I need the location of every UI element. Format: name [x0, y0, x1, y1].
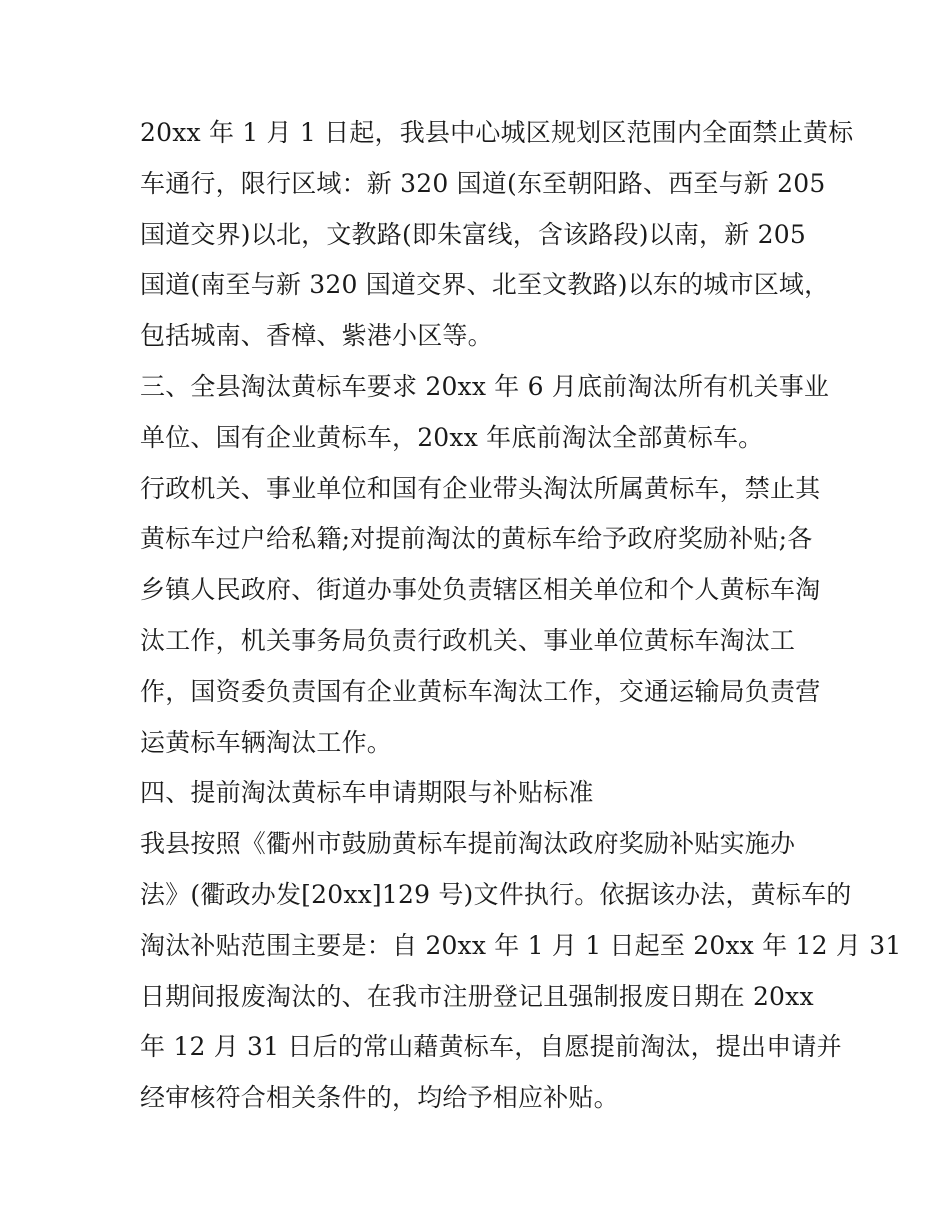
text-line: 日期间报废淘汰的、在我市注册登记且强制报废日期在 20xx — [140, 981, 814, 1011]
text-line: 经审核符合相关条件的，均给予相应补贴。 — [140, 1083, 619, 1113]
text-line: 行政机关、事业单位和国有企业带头淘汰所属黄标车，禁止其 — [140, 473, 821, 503]
section-heading: 四、提前淘汰黄标车申请期限与补贴标准 — [140, 778, 594, 808]
section-heading-line: 三、全县淘汰黄标车要求 20xx 年 6 月底前淘汰所有机关事业 — [140, 371, 830, 401]
text-line: 年 12 月 31 日后的常山藉黄标车，自愿提前淘汰，提出申请并 — [140, 1032, 842, 1062]
text-line: 单位、国有企业黄标车，20xx 年底前淘汰全部黄标车。 — [140, 422, 764, 452]
text-line: 国道(南至与新 320 国道交界、北至文教路)以东的城市区域， — [140, 270, 830, 300]
text-line: 20xx 年 1 月 1 日起，我县中心城区规划区范围内全面禁止黄标 — [140, 118, 854, 147]
text-line: 黄标车过户给私籍;对提前淘汰的黄标车给予政府奖励补贴;各 — [140, 524, 813, 554]
text-line: 车通行，限行区域：新 320 国道(东至朝阳路、西至与新 205 — [140, 168, 826, 198]
text-line: 国道交界)以北，文教路(即朱富线，含该路段)以南，新 205 — [140, 219, 806, 249]
text-line: 作，国资委负责国有企业黄标车淘汰工作，交通运输局负责营 — [140, 676, 821, 706]
text-line: 我县按照《衢州市鼓励黄标车提前淘汰政府奖励补贴实施办 — [140, 829, 796, 859]
text-line: 法》(衢政办发[20xx]129 号)文件执行。依据该办法，黄标车的 — [140, 879, 852, 909]
text-line: 包括城南、香樟、紫港小区等。 — [140, 321, 493, 351]
text-line: 乡镇人民政府、街道办事处负责辖区相关单位和个人黄标车淘 — [140, 575, 821, 605]
document-body — [140, 108, 902, 1124]
text-line: 汰工作，机关事务局负责行政机关、事业单位黄标车淘汰工 — [140, 625, 796, 655]
text-line: 淘汰补贴范围主要是：自 20xx 年 1 月 1 日起至 20xx 年 12 月 31 — [140, 930, 902, 960]
text-line: 运黄标车辆淘汰工作。 — [140, 727, 393, 757]
